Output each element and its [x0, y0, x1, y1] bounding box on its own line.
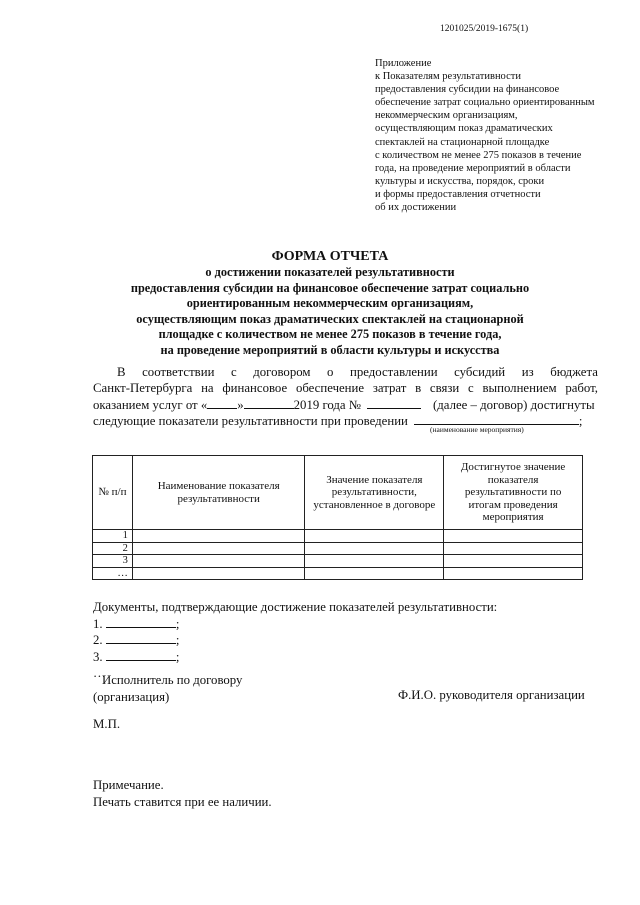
appendix-line: некоммерческим организациям,: [375, 110, 518, 122]
appendix-line: с количеством не менее 275 показов в течение: [375, 149, 582, 161]
event-name-caption: (наименование мероприятия): [430, 425, 524, 434]
row-number: 3: [93, 555, 133, 568]
appendix-header: [375, 57, 625, 214]
cell[interactable]: [132, 555, 305, 568]
table-row: [93, 530, 583, 543]
note: [93, 777, 272, 810]
executor-signature: [93, 672, 242, 705]
word: соответствии: [142, 365, 215, 379]
word: в: [415, 381, 422, 396]
appendix-line: к Показателям результативности: [375, 71, 521, 83]
document-blank[interactable]: [106, 632, 176, 644]
header-planned-value: Значение показателя результативности, установленное в договоре: [305, 456, 444, 530]
document-number: 1201025/2019-1675(1): [440, 24, 529, 34]
appendix-line: культуры и искусства, порядок, сроки: [375, 175, 545, 187]
text: 2019 года №: [293, 397, 362, 412]
text: оказанием услуг от «: [93, 397, 208, 412]
word: на: [201, 381, 214, 396]
cell[interactable]: [444, 530, 583, 543]
director-name-label: Ф.И.О. руководителя организации: [398, 688, 585, 702]
word: предоставлении: [350, 365, 438, 379]
appendix-line: предоставления субсидии на финансовое: [375, 84, 560, 96]
appendix-line: года, на проведение мероприятий в области: [375, 162, 571, 174]
row-number: 1: [93, 530, 133, 543]
cell[interactable]: [305, 542, 444, 555]
report-table: [92, 455, 583, 580]
paragraph-line-1: [93, 364, 598, 380]
word: работ,: [565, 381, 598, 396]
note-text: Печать ставится при ее наличии.: [93, 794, 272, 809]
word: затрат: [372, 381, 407, 396]
document-blank[interactable]: [106, 649, 176, 661]
cell[interactable]: [305, 555, 444, 568]
appendix-line: об их достижении: [375, 202, 457, 214]
contract-number-blank[interactable]: [367, 397, 421, 409]
row-number: …: [93, 567, 133, 580]
title-main: ФОРМА ОТЧЕТА: [271, 249, 389, 264]
appendix-line: осуществляющим показ драматических: [375, 123, 553, 135]
paragraph-line-2: [93, 380, 598, 396]
word: связи: [429, 381, 460, 396]
cell[interactable]: [132, 567, 305, 580]
word: бюджета: [550, 365, 598, 379]
word: В: [117, 365, 126, 379]
word: обеспечение: [295, 381, 365, 396]
word: финансовое: [222, 381, 288, 396]
cell[interactable]: [305, 567, 444, 580]
seal-place-label: М.П.: [93, 717, 121, 731]
text: (далее – договор) достигнуты: [433, 397, 595, 412]
word: из: [521, 365, 534, 379]
table-row: [93, 555, 583, 568]
header-number: № п/п: [93, 456, 133, 530]
title-line: площадке с количеством не менее 275 показов в течение года,: [158, 327, 502, 342]
document-item: 3. ;: [93, 649, 180, 664]
paragraph-line-3: [93, 397, 598, 413]
text: следующие показатели результативности при проведении: [93, 414, 408, 429]
table-row: [93, 567, 583, 580]
title-line: осуществляющим показ драматических спектаклей на стационарной: [136, 311, 524, 326]
intro-paragraph: [93, 364, 598, 430]
document-item: 2. ;: [93, 633, 180, 647]
cell[interactable]: [305, 530, 444, 543]
table-row: [93, 542, 583, 555]
title-subtitle: [60, 265, 600, 359]
text: ;: [578, 414, 583, 429]
word: с: [468, 381, 474, 396]
word: выполнением: [482, 381, 557, 396]
cell[interactable]: [444, 567, 583, 580]
word: субсидий: [454, 365, 506, 379]
word: договором: [253, 365, 311, 379]
document-blank[interactable]: [106, 616, 176, 628]
title-line: ориентированным некоммерческим организациям,: [186, 296, 474, 311]
event-name-blank[interactable]: [414, 413, 579, 425]
organization-label: (организация): [93, 689, 170, 704]
title-line: о достижении показателей результативности: [205, 265, 455, 279]
report-title: [60, 248, 600, 359]
executor-label: Исполнитель по договору: [102, 673, 243, 687]
appendix-line: обеспечение затрат социально ориентированным: [375, 97, 595, 109]
document-item: 1. ;: [93, 616, 180, 631]
cell[interactable]: [132, 530, 305, 543]
appendix-line: Приложение: [375, 58, 432, 69]
word: Санкт-Петербурга: [93, 381, 193, 396]
word: с: [230, 365, 237, 379]
header-achieved-value: Достигнутое значение показателя результативности по итогам проведения мероприятия: [444, 456, 583, 530]
supporting-documents: [93, 599, 497, 682]
header-indicator-name: Наименование показателя результативности: [132, 456, 305, 530]
documents-ellipsis: …: [93, 666, 106, 680]
table-header-row: [93, 456, 583, 530]
cell[interactable]: [444, 542, 583, 555]
title-line: предоставления субсидии на финансовое обеспечение затрат социально: [130, 280, 530, 295]
day-blank[interactable]: [207, 397, 237, 409]
cell[interactable]: [444, 555, 583, 568]
appendix-line: и формы предоставления отчетности: [375, 188, 541, 200]
appendix-line: спектаклей на стационарной площадке: [375, 136, 550, 148]
cell[interactable]: [132, 542, 305, 555]
text: »: [237, 397, 244, 412]
note-heading: Примечание.: [93, 778, 164, 792]
month-blank[interactable]: [244, 397, 294, 409]
row-number: 2: [93, 542, 133, 555]
title-line: на проведение мероприятий в области культуры и искусства: [160, 342, 500, 357]
word: о: [327, 365, 334, 379]
documents-heading: Документы, подтверждающие достижение показателей результативности:: [93, 600, 498, 614]
